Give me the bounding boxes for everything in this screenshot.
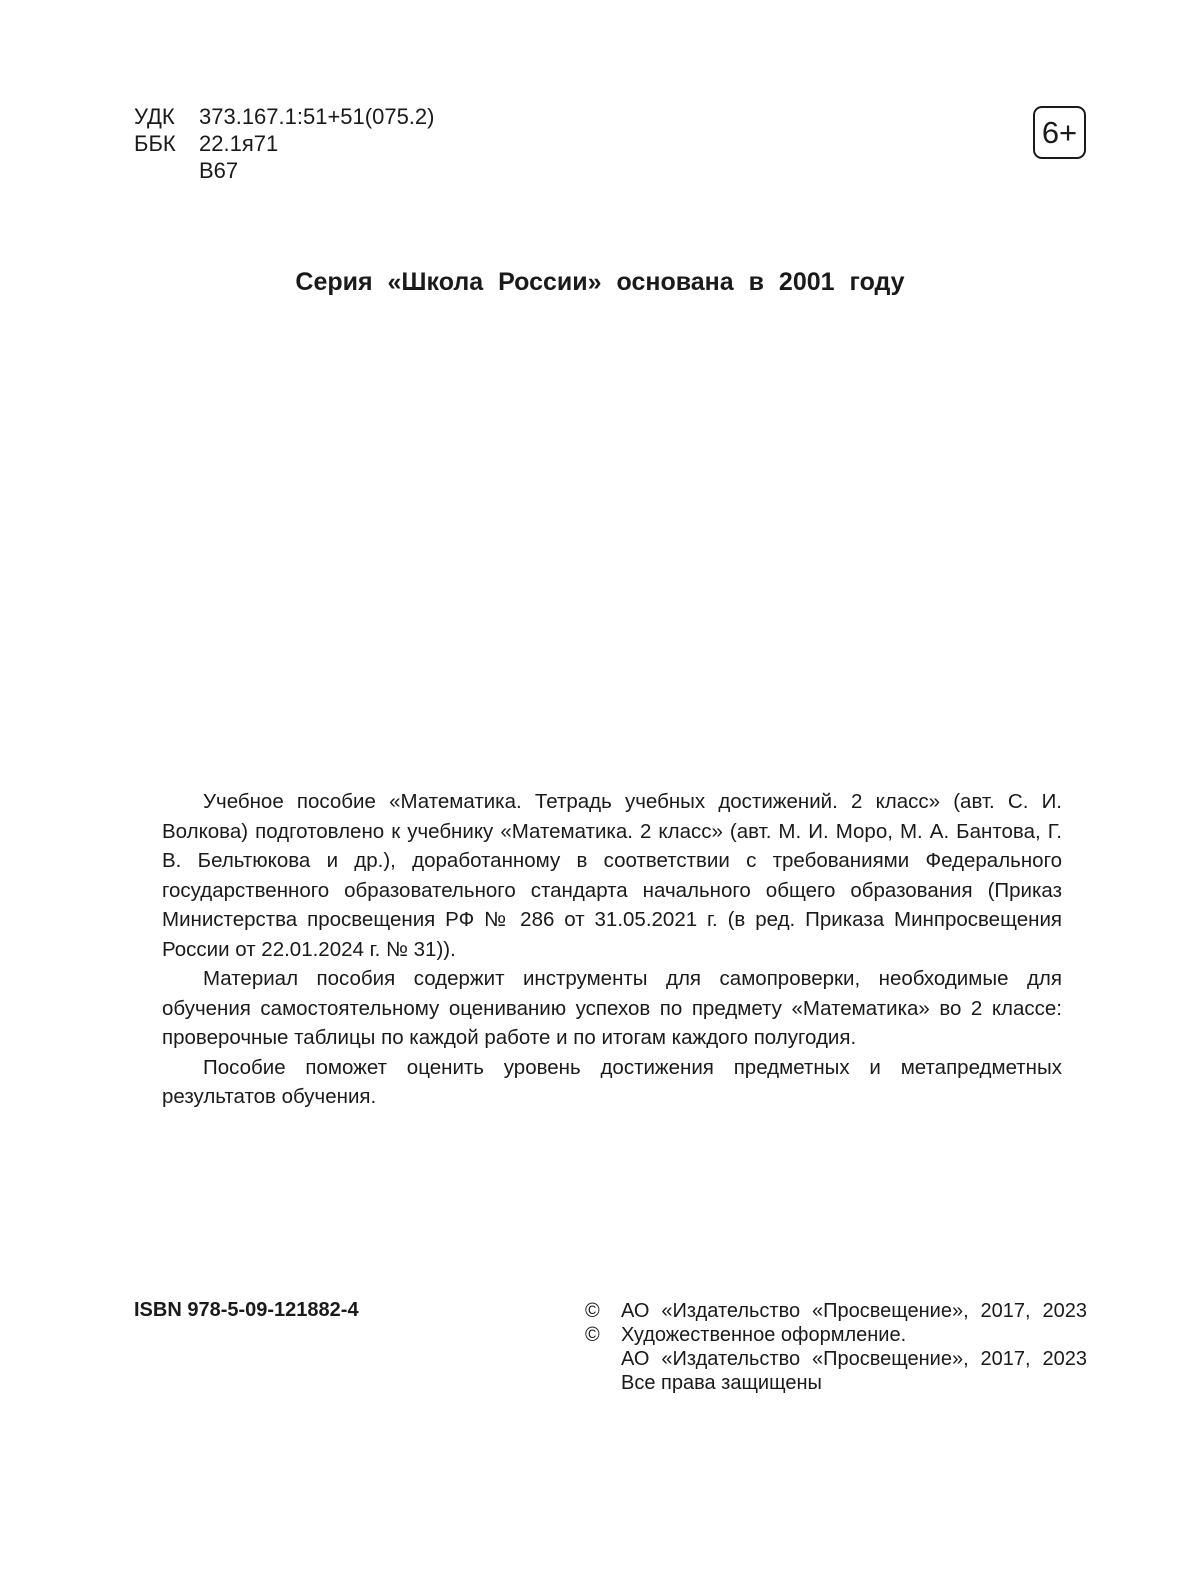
copyright-text: АО «Издательство «Просвещение», 2017, 2023 [621, 1300, 1087, 1322]
bbk-label: ББК [134, 131, 176, 156]
copyright-text: Художественное оформление. [621, 1324, 907, 1346]
copyright-line [585, 1299, 1087, 1323]
series-heading: Серия «Школа России» основана в 2001 году [295, 268, 905, 296]
annotation-paragraph: Учебное пособие «Математика. Тетрадь учебных достижений. 2 класс» (авт. С. И. Волкова) подготовлено к учебнику «Математика. 2 класс» (авт. М. И. Моро, М. А. Бантова, Г. В. Бельтюкова и др.), доработанному в соответствии с требованиями Федерального государственного образовательного стандарта начального общего образования (Приказ Министерства просвещения РФ № 286 от 31.05.2021 г. (в ред. Приказа Минпросвещения России от 22.01.2024 г. № 31)). [162, 790, 1062, 961]
book-annotation [162, 787, 1062, 1112]
author-mark: В67 [199, 158, 239, 183]
bbk-value: 22.1я71 [199, 131, 279, 156]
copyright-line [585, 1323, 1087, 1347]
udk-label: УДК [134, 104, 175, 129]
udk-row [134, 103, 434, 130]
rights-reserved-text: Все права защищены [621, 1372, 822, 1394]
age-rating-badge: 6+ [1033, 106, 1086, 159]
annotation-paragraph: Пособие поможет оценить уровень достижения предметных и метапредметных результатов обучения. [162, 1055, 1062, 1108]
copyright-line [585, 1347, 1087, 1371]
copyright-icon: © [585, 1324, 600, 1346]
udk-value: 373.167.1:51+51(075.2) [199, 104, 435, 129]
author-mark-row [134, 157, 434, 184]
isbn-number: ISBN 978-5-09-121882-4 [134, 1299, 359, 1321]
copyright-icon: © [585, 1300, 600, 1322]
copyright-line [585, 1371, 1087, 1395]
copyright-text: АО «Издательство «Просвещение», 2017, 2023 [621, 1348, 1087, 1370]
annotation-paragraph: Материал пособия содержит инструменты для самопроверки, необходимые для обучения самостоятельному оцениванию успехов по предмету «Математика» во 2 классе: проверочные таблицы по каждой работе и по итогам каждого полугодия. [162, 967, 1062, 1049]
copyright-block [585, 1299, 1087, 1395]
bbk-row [134, 130, 434, 157]
classification-codes [134, 103, 434, 184]
